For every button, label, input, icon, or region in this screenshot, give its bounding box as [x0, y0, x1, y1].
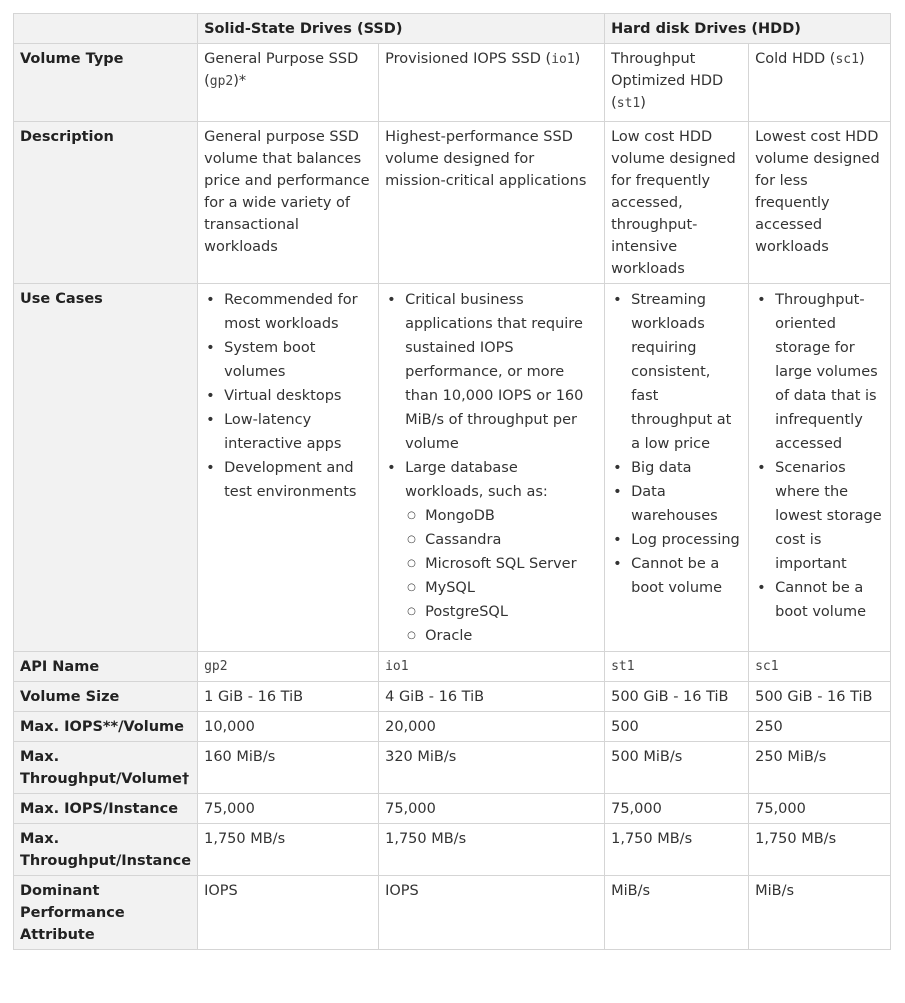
cell-use-cases-sc1 [749, 284, 891, 652]
row-max-throughput-volume [14, 742, 891, 794]
cell-max-throughput-volume-gp2: 160 MiB/s [198, 742, 379, 794]
cell-max-throughput-volume-io1: 320 MiB/s [379, 742, 605, 794]
row-label: Dominant Performance Attribute [14, 876, 198, 950]
row-description [14, 122, 891, 284]
list-item: • Recommended for most workloads [224, 288, 372, 336]
cell-volume-type-sc1: Cold HDD (sc1) [749, 44, 891, 122]
sublist-item: ○ Oracle [425, 624, 598, 648]
list-item: • Virtual desktops [224, 384, 372, 408]
use-case-list [611, 288, 742, 600]
cell-max-iops-instance-sc1: 75,000 [749, 794, 891, 824]
row-max-iops-instance [14, 794, 891, 824]
header-hdd: Hard disk Drives (HDD) [605, 14, 891, 44]
cell-volume-type-gp2: General Purpose SSD (gp2)* [198, 44, 379, 122]
cell-volume-size-io1: 4 GiB - 16 TiB [379, 682, 605, 712]
cell-dominant-attribute-st1: MiB/s [605, 876, 749, 950]
list-item: • Critical business applications that require sustained IOPS performance, or more than 10,000 IOPS or 160 MiB/s of throughput per volume [405, 288, 598, 456]
row-label: Use Cases [14, 284, 198, 652]
cell-max-throughput-instance-sc1: 1,750 MB/s [749, 824, 891, 876]
cell-dominant-attribute-io1: IOPS [379, 876, 605, 950]
row-dominant-attribute [14, 876, 891, 950]
cell-max-throughput-instance-gp2: 1,750 MB/s [198, 824, 379, 876]
cell-volume-type-st1: Throughput Optimized HDD (st1) [605, 44, 749, 122]
sublist-item: ○ MongoDB [425, 504, 598, 528]
list-item: • Throughput-oriented storage for large volumes of data that is infrequently accessed [775, 288, 884, 456]
cell-max-iops-instance-st1: 75,000 [605, 794, 749, 824]
row-max-iops-volume [14, 712, 891, 742]
list-item: • Big data [631, 456, 742, 480]
cell-max-iops-volume-sc1: 250 [749, 712, 891, 742]
database-sublist [405, 504, 598, 648]
row-label: API Name [14, 652, 198, 682]
cell-max-throughput-volume-st1: 500 MiB/s [605, 742, 749, 794]
row-label: Max. IOPS**/Volume [14, 712, 198, 742]
cell-api-name-gp2: gp2 [198, 652, 379, 682]
list-item: • Low-latency interactive apps [224, 408, 372, 456]
cell-volume-size-sc1: 500 GiB - 16 TiB [749, 682, 891, 712]
cell-max-throughput-volume-sc1: 250 MiB/s [749, 742, 891, 794]
cell-dominant-attribute-gp2: IOPS [198, 876, 379, 950]
cell-max-throughput-instance-io1: 1,750 MB/s [379, 824, 605, 876]
row-label: Max. IOPS/Instance [14, 794, 198, 824]
cell-volume-type-io1: Provisioned IOPS SSD (io1) [379, 44, 605, 122]
cell-description-sc1: Lowest cost HDD volume designed for less frequently accessed workloads [749, 122, 891, 284]
row-label: Volume Type [14, 44, 198, 122]
list-item: • Cannot be a boot volume [775, 576, 884, 624]
row-label: Volume Size [14, 682, 198, 712]
row-label: Description [14, 122, 198, 284]
sublist-item: ○ Cassandra [425, 528, 598, 552]
cell-description-io1: Highest-performance SSD volume designed for mission-critical applications [379, 122, 605, 284]
list-item: • System boot volumes [224, 336, 372, 384]
cell-use-cases-gp2 [198, 284, 379, 652]
row-label: Max. Throughput/Instance [14, 824, 198, 876]
cell-max-iops-volume-st1: 500 [605, 712, 749, 742]
sublist-item: ○ PostgreSQL [425, 600, 598, 624]
list-item: • Cannot be a boot volume [631, 552, 742, 600]
row-use-cases [14, 284, 891, 652]
cell-max-throughput-instance-st1: 1,750 MB/s [605, 824, 749, 876]
list-item: • Data warehouses [631, 480, 742, 528]
header-blank-cell [14, 14, 198, 44]
ebs-volume-types-table [13, 13, 891, 950]
use-case-list [204, 288, 372, 504]
use-case-list [385, 288, 598, 648]
cell-max-iops-instance-gp2: 75,000 [198, 794, 379, 824]
list-item: • Scenarios where the lowest storage cost is important [775, 456, 884, 576]
cell-description-st1: Low cost HDD volume designed for frequently accessed, throughput-intensive workloads [605, 122, 749, 284]
header-ssd: Solid-State Drives (SSD) [198, 14, 605, 44]
header-row [14, 14, 891, 44]
row-volume-size [14, 682, 891, 712]
row-api-name [14, 652, 891, 682]
cell-dominant-attribute-sc1: MiB/s [749, 876, 891, 950]
cell-use-cases-io1 [379, 284, 605, 652]
row-label: Max. Throughput/Volume† [14, 742, 198, 794]
cell-api-name-io1: io1 [379, 652, 605, 682]
cell-description-gp2: General purpose SSD volume that balances price and performance for a wide variety of transactional workloads [198, 122, 379, 284]
cell-volume-size-st1: 500 GiB - 16 TiB [605, 682, 749, 712]
cell-max-iops-instance-io1: 75,000 [379, 794, 605, 824]
cell-max-iops-volume-gp2: 10,000 [198, 712, 379, 742]
cell-volume-size-gp2: 1 GiB - 16 TiB [198, 682, 379, 712]
row-volume-type [14, 44, 891, 122]
list-item: • Development and test environments [224, 456, 372, 504]
row-max-throughput-instance [14, 824, 891, 876]
cell-api-name-sc1: sc1 [749, 652, 891, 682]
cell-api-name-st1: st1 [605, 652, 749, 682]
list-item: • Log processing [631, 528, 742, 552]
cell-max-iops-volume-io1: 20,000 [379, 712, 605, 742]
list-item: • Large database workloads, such as: ○ MongoDB ○ Cassandra ○ Microsoft SQL Server ○ MySQL ○ PostgreSQL ○ Oracle [405, 456, 598, 648]
use-case-list [755, 288, 884, 624]
sublist-item: ○ MySQL [425, 576, 598, 600]
list-item: • Streaming workloads requiring consistent, fast throughput at a low price [631, 288, 742, 456]
cell-use-cases-st1 [605, 284, 749, 652]
sublist-item: ○ Microsoft SQL Server [425, 552, 598, 576]
